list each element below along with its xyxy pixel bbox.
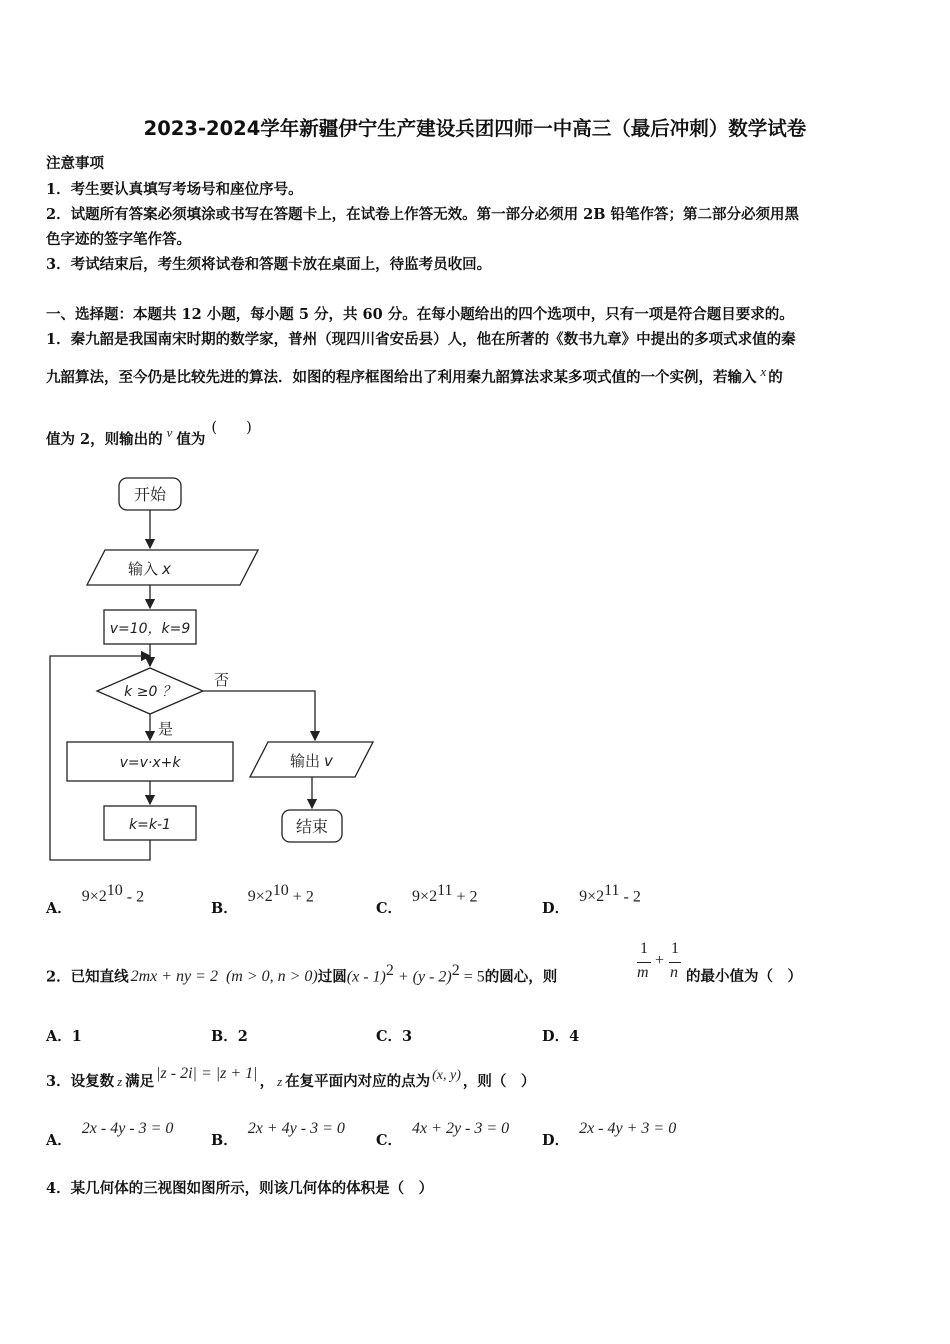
q1-option-a[interactable]: A．$9\times 2^{10} - 2$ — [46, 882, 145, 918]
flow-end-text: 结束 — [295, 817, 329, 836]
section-heading: 一、选择题：本题共 12 小题，每小题 5 分，共 60 分。在每小题给出的四个选项中，只有一项是符合题目要求的。 — [46, 306, 794, 323]
q2-option-b[interactable]: B．2 — [211, 1028, 248, 1045]
q2-stem-end: 的最小值为（ ） — [686, 968, 802, 985]
q1-line3: 值为 2，则输出的 v 值为( ) — [46, 420, 252, 448]
q1-option-b[interactable]: B．$9\times 2^{10} + 2$ — [211, 882, 314, 918]
q2-option-d[interactable]: D．4 — [542, 1028, 580, 1045]
q3-stem: 3．设复数 z 满足 |z - 2i| = |z + 1| ， z 在复平面内对应的点为 (x, y) ，则（ ） — [46, 1065, 536, 1090]
q3-option-b[interactable]: B．2x + 4y - 3 = 0 — [211, 1120, 345, 1149]
notice-item-2-cont: 色字迹的签字笔作答。 — [46, 231, 191, 248]
flow-input-box — [87, 550, 258, 585]
flow-update-k-text: k=k-1 — [129, 817, 171, 833]
q1-line2: 九韶算法，至今仍是比较先进的算法．如图的程序框图给出了利用秦九韶算法求某多项式值的一个实例，若输入 x 的 — [46, 364, 783, 386]
flow-output-var: v — [324, 752, 333, 770]
q2-option-a[interactable]: A．1 — [46, 1028, 82, 1045]
q3-option-a[interactable]: A．2x - 4y - 3 = 0 — [46, 1120, 174, 1149]
flow-start-text: 开始 — [133, 485, 167, 504]
flow-yes-label: 是 — [158, 720, 174, 738]
notice-item-2: 2．试题所有答案必须填涂或书写在答题卡上，在试卷上作答无效。第一部分必须用 2B 铅笔作答；第二部分必须用黑 — [46, 206, 800, 223]
var-x: x — [760, 364, 767, 379]
page-title: 2023-2024学年新疆伊宁生产建设兵团四师一中高三（最后冲刺）数学试卷 — [143, 117, 807, 140]
notice-heading: 注意事项 — [46, 155, 104, 172]
flow-update-v-text: v=v·x+k — [119, 755, 181, 771]
q2-fraction: 1 m + 1 n — [637, 940, 679, 981]
flow-no-label: 否 — [214, 671, 230, 689]
q3-option-c[interactable]: C．4x + 2y - 3 = 0 — [376, 1120, 510, 1149]
flow-input-text: 输入 — [127, 560, 158, 578]
q3-option-d[interactable]: D．2x - 4y + 3 = 0 — [542, 1120, 677, 1149]
q1-line1: 1．秦九韶是我国南宋时期的数学家，普州（现四川省安岳县）人，他在所著的《数书九章》中提出的多项式求值的秦 — [46, 331, 796, 348]
flow-output-text: 输出 — [289, 752, 320, 770]
q2-option-c[interactable]: C．3 — [376, 1028, 413, 1045]
q1-option-d[interactable]: D．$9\times 2^{11} - 2$ — [542, 882, 641, 918]
q2-stem: 2．已知直线 2mx + ny = 2 (m > 0, n > 0)过圆(x - 1)$^2$ + (y - 2)$^2$ = 5的圆心，则 — [46, 962, 558, 986]
flow-input-var: x — [162, 560, 171, 578]
notice-item-1: 1．考生要认真填写考场号和座位序号。 — [46, 181, 303, 198]
notice-item-3: 3．考试结束后，考生须将试卷和答题卡放在桌面上，待监考员收回。 — [46, 256, 492, 273]
flowchart — [40, 470, 385, 870]
var-v: v — [166, 425, 173, 440]
q4-stem: 4．某几何体的三视图如图所示，则该几何体的体积是（ ） — [46, 1180, 434, 1197]
q1-option-c[interactable]: C．$9\times 2^{11} + 2$ — [376, 882, 478, 918]
flow-cond-text: k ≥0 ？ — [124, 684, 176, 700]
flow-init-text: v=10，k=9 — [109, 621, 191, 637]
